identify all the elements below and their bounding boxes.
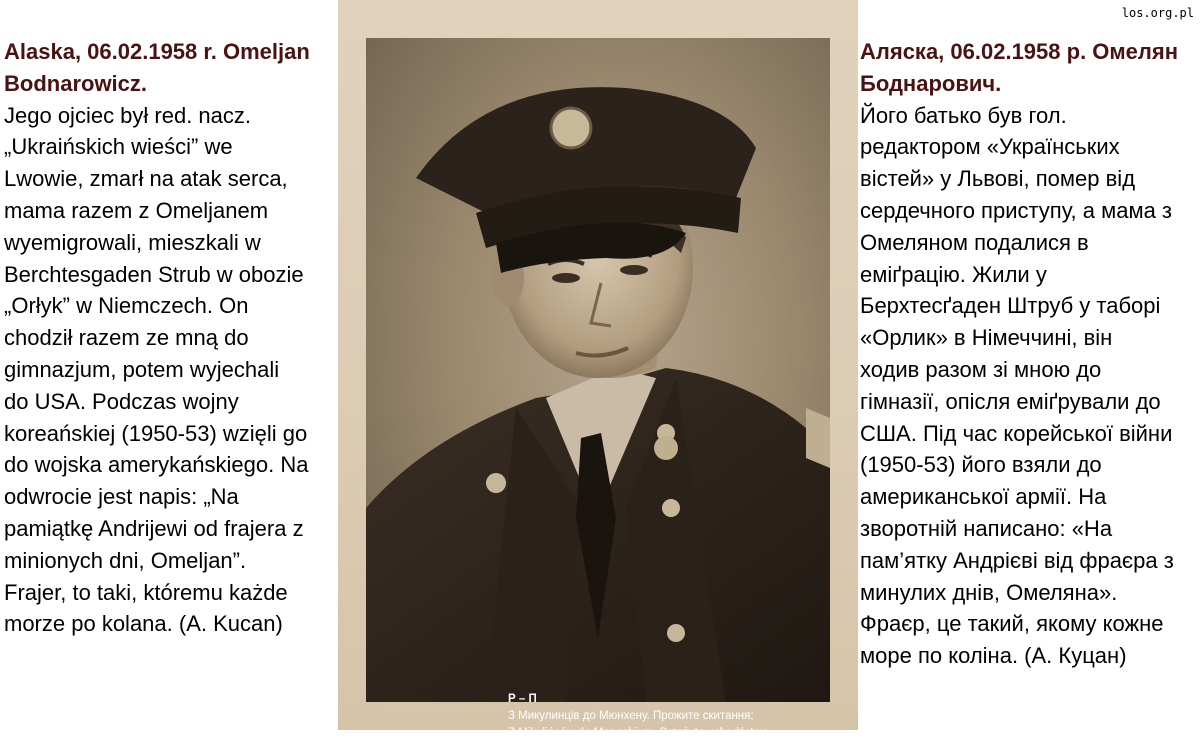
site-url[interactable]: los.org.pl (1121, 6, 1194, 20)
polish-body-line: wyemigrowali, mieszkali w (4, 229, 261, 255)
polish-body-line: minionych dni, Omeljan”. (4, 547, 247, 573)
polish-body-line: chodził razem ze mną do (4, 325, 249, 351)
polish-body-line: Lwowie, zmarł na atak serca, (4, 166, 288, 192)
caption-title: Р – П (508, 693, 537, 705)
ukrainian-text-column (860, 36, 1196, 672)
ukrainian-heading-line: Боднарович. (860, 70, 1002, 96)
polish-body-line: Berchtesgaden Strub w obozie (4, 261, 304, 287)
polish-heading (4, 36, 334, 100)
ukrainian-body-line: Його батько був гол. (860, 102, 1067, 128)
polish-body-line: do wojska amerykańskiego. Na (4, 452, 309, 478)
ukrainian-body-line: Фраєр, це такий, якому кожне (860, 611, 1164, 637)
ukrainian-body-line: гімназії, опісля еміґрували до (860, 388, 1161, 414)
polish-body-line: mama razem z Omeljanem (4, 197, 269, 223)
ukrainian-body-line: (1950-53) його взяли до (860, 452, 1102, 478)
polish-body-line: pamiątkę Andrijewi od frajera z (4, 515, 304, 541)
ukrainian-body-line: американської армії. На (860, 484, 1107, 510)
ukrainian-body-line: США. Під час корейської війни (860, 420, 1173, 446)
polish-heading-line: Bodnarowicz. (4, 70, 148, 96)
polish-body-line: „Orłyk” w Niemczech. On (4, 293, 249, 319)
polish-body-line: odwrocie jest napis: „Na (4, 484, 239, 510)
ukrainian-body-line: «Орлик» в Німеччині, він (860, 325, 1113, 351)
polish-body-line: Frajer, to taki, któremu każde (4, 579, 288, 605)
ukrainian-heading (860, 36, 1196, 100)
ukrainian-body-line: сердечного приступу, а мама з (860, 197, 1173, 223)
ukrainian-body-line: вістей» у Львові, помер від (860, 166, 1136, 192)
portrait-photo (366, 38, 830, 739)
ukrainian-body-line: Омеляном подалися в (860, 229, 1089, 255)
ukrainian-body-line: еміґрацію. Жили у (860, 261, 1047, 287)
polish-body-line: morze po kolana. (A. Kucan) (4, 611, 283, 637)
ukrainian-body-line: море по коліна. (А. Куцан) (860, 643, 1127, 669)
ukrainian-body-line: ходив разом зі мною до (860, 356, 1102, 382)
photo-caption (508, 691, 768, 742)
polish-body-line: Jego ojciec był red. nacz. (4, 102, 252, 128)
photo-frame (338, 0, 858, 739)
polish-body (4, 100, 334, 641)
polish-body-line: do USA. Podczas wojny (4, 388, 239, 414)
polish-text-column (4, 36, 334, 640)
ukrainian-body-line: пам’ятку Андрієві від фраєра з (860, 547, 1174, 573)
ukrainian-body (860, 100, 1196, 672)
ukrainian-heading-line: Аляска, 06.02.1958 р. Омелян (860, 39, 1179, 64)
ukrainian-body-line: зворотній написано: «На (860, 515, 1113, 541)
polish-body-line: koreańskiej (1950-53) wzięli go (4, 420, 308, 446)
ukrainian-body-line: редактором «Українських (860, 134, 1120, 160)
ukrainian-body-line: Берхтесґаден Штруб у таборі (860, 293, 1161, 319)
polish-body-line: „Ukraińskich wieści” we (4, 134, 233, 160)
ukrainian-body-line: минулих днів, Омеляна». (860, 579, 1118, 605)
polish-body-line: gimnazjum, potem wyjechali (4, 356, 280, 382)
caption-line: З Микулинців до Мюнхену. Прожите скитання; (508, 710, 754, 722)
soldier-portrait-illustration (366, 38, 830, 702)
caption-line: Z Mikulińców do Monachium. Przeżyte uchodźctwo (508, 727, 769, 739)
polish-heading-line: Alaska, 06.02.1958 r. Omeljan (4, 39, 310, 64)
